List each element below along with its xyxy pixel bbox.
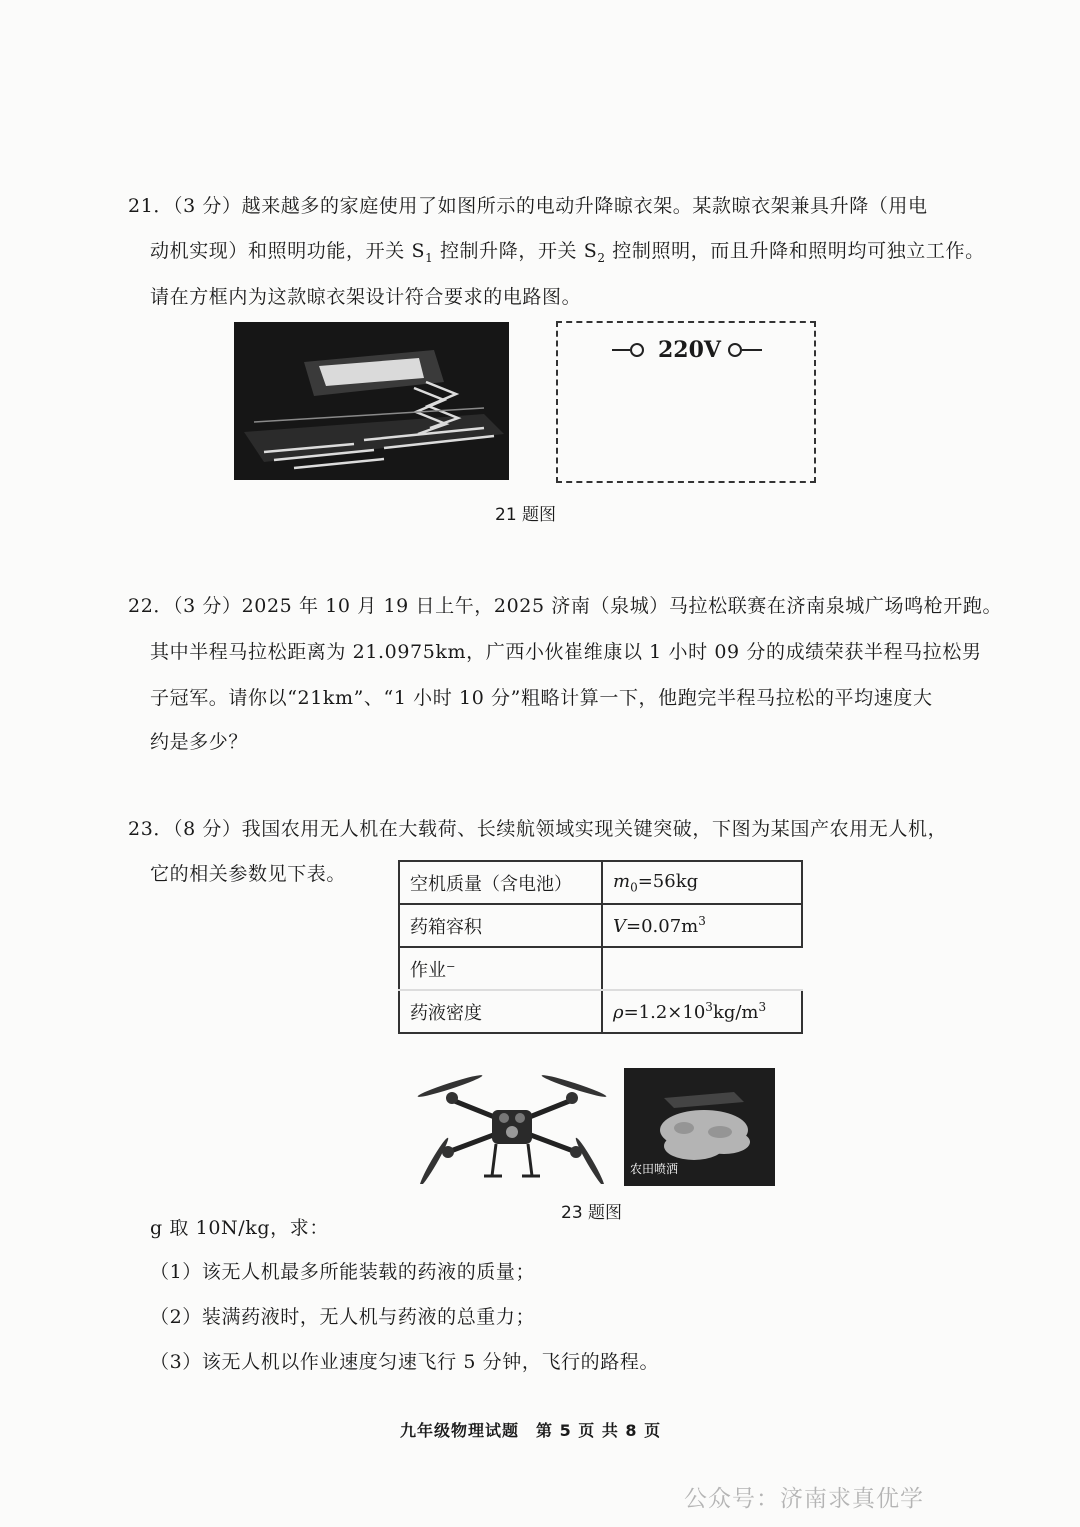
q23-sub-1: （1）该无人机最多所能装载的药液的质量； [150,1261,536,1283]
q21-line-2 [150,236,985,265]
row-label-operation: 作业⁻ [399,947,602,990]
circuit-answer-box[interactable] [556,321,816,483]
superscript-3: 3 [698,914,706,928]
table-row [399,861,802,904]
q23-given: g 取 10N/kg，求： [150,1217,329,1239]
row-label-tank-volume: 药箱容积 [399,904,602,947]
value-56kg: =56kg [637,870,699,892]
q23-sub-3: （3）该无人机以作业速度匀速飞行 5 分钟，飞行的路程。 [150,1351,660,1373]
q21-line-2c: 控制照明，而且升降和照明均可独立工作。 [605,240,985,262]
voltage-label: 220V [658,337,721,363]
drone-photo [412,1072,612,1184]
s1-subscript: 1 [425,250,434,265]
page-footer: 九年级物理试题 第 5 页 共 8 页 [400,1421,662,1440]
q23-line-2: 它的相关参数见下表。 [150,863,347,885]
q21-line-2b: 控制升降，开关 S [433,240,598,262]
s2-subscript: 2 [597,250,606,265]
row-label-liquid-density: 药液密度 [399,990,602,1033]
row-value-tank-volume [602,904,802,947]
row-label-empty-mass: 空机质量（含电池） [399,861,602,904]
table-row [399,904,802,947]
q21-line-3: 请在方框内为这款晾衣架设计符合要求的电路图。 [150,286,582,308]
drying-rack-illustration [234,322,509,480]
subscript-0: 0 [630,880,638,895]
q21-figure-caption: 21 题图 [495,505,557,525]
photo-label: 农田喷洒 [630,1162,679,1176]
q22-line-1: 22．（3 分）2025 年 10 月 19 日上午，2025 济南（泉城）马拉松联赛在济南泉城广场鸣枪开跑。 [128,595,1003,617]
right-terminal-icon [728,343,742,357]
drying-rack-photo [234,322,509,480]
table-row [399,947,802,990]
field-spraying-photo [624,1068,775,1186]
q21-line-1: 21．（3 分）越来越多的家庭使用了如图所示的电动升降晾衣架。某款晾衣架兼具升降（用电 [128,195,928,217]
right-wire [742,349,762,351]
row-value-operation-obscured [602,947,802,990]
drone-parameter-table [398,860,803,1034]
q22-line-3: 子冠军。请你以“21km”、“1 小时 10 分”粗略计算一下，他跑完半程马拉松的平均速度大 [150,687,933,709]
q22-line-4: 约是多少？ [150,731,249,753]
left-terminal-icon [630,343,644,357]
left-wire [612,349,630,351]
superscript-3: 3 [705,1000,713,1014]
q23-line-1: 23．（8 分）我国农用无人机在大载荷、长续航领域实现关键突破，下图为某国产农用无人机， [128,818,948,840]
q21-line-2a: 动机实现）和照明功能，开关 S [150,240,426,262]
q23-figure-caption: 23 题图 [561,1203,623,1223]
superscript-3: 3 [758,1000,767,1014]
q22-line-2: 其中半程马拉松距离为 21.0975km，广西小伙崔维康以 1 小时 09 分的成绩荣获半程马拉松男 [150,641,982,663]
watermark: 公众号：济南求真优学 [684,1486,924,1512]
unit-density: kg/m [712,1002,759,1023]
row-value-liquid-density [602,990,802,1033]
value-density: =1.2×10 [623,1002,706,1023]
value-volume: =0.07m [626,916,699,937]
row-value-empty-mass [602,861,802,904]
q23-sub-2: （2）装满药液时，无人机与药液的总重力； [150,1306,536,1328]
symbol-v: V [613,916,626,937]
symbol-m: m [613,870,631,892]
symbol-rho: ρ [613,1002,624,1023]
table-row [399,990,802,1033]
drone-illustration [412,1072,612,1184]
